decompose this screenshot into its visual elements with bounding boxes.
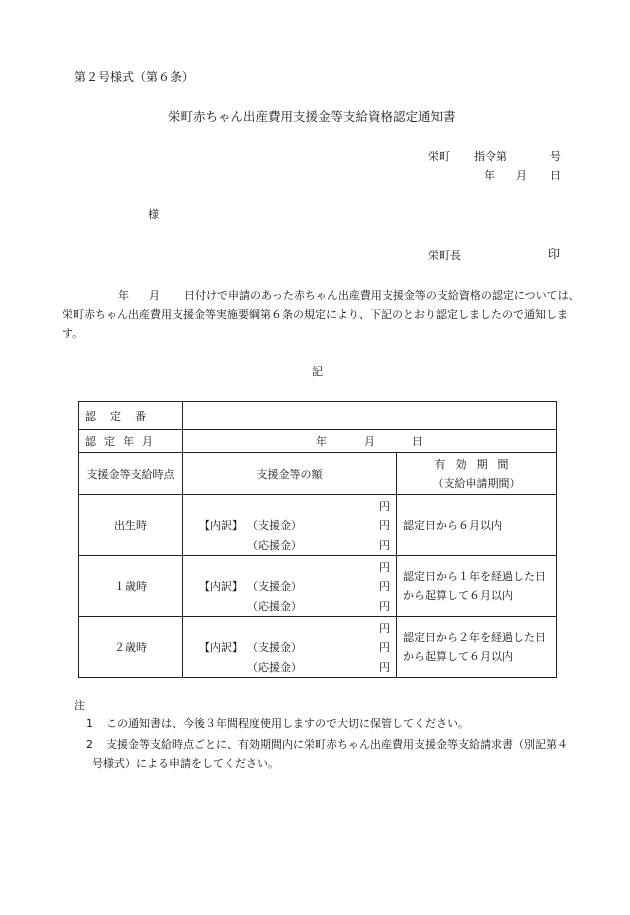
ki-heading: 記 bbox=[312, 365, 323, 378]
note-2-number: 2 bbox=[86, 738, 93, 751]
col-header-validity: 有効期間 （支給申請期間） bbox=[397, 453, 557, 495]
issue-date-month: 月 bbox=[516, 169, 527, 182]
number-suffix: 号 bbox=[550, 150, 561, 163]
issue-date-day: 日 bbox=[550, 169, 561, 182]
row-amount: 円 【内訳】 （支援金） 円 （応援金） 円 bbox=[183, 556, 397, 617]
table-row bbox=[79, 556, 557, 617]
note-1-number: 1 bbox=[86, 717, 93, 730]
row-validity: 認定日から６月以内 bbox=[397, 495, 557, 556]
cert-date-value: 年 月 日 bbox=[183, 430, 557, 453]
form-label: 第２号様式（第６条） bbox=[74, 70, 195, 84]
document-title: 栄町赤ちゃん出産費用支援金等支給資格認定通知書 bbox=[168, 109, 456, 124]
row-timing: ２歳時 bbox=[79, 617, 183, 678]
body-date-month: 月 bbox=[149, 289, 160, 302]
body-line-1: 日付けで申請のあった赤ちゃん出産費用支援金等の支給資格の認定については、 bbox=[184, 289, 580, 302]
note-2-text-line-2: 号様式）による申請をしてください。 bbox=[92, 757, 279, 770]
body-line-3: す。 bbox=[62, 327, 84, 340]
note-2-text-line-1: 支援金等支給時点ごとに、有効期間内に栄町赤ちゃん出産費用支援金等支給請求書（別記第４ bbox=[106, 738, 568, 751]
cert-number-value bbox=[183, 402, 557, 430]
notes-heading: 注 bbox=[74, 699, 85, 712]
certification-table bbox=[78, 401, 557, 678]
cert-number-label: 認定番 bbox=[79, 402, 183, 430]
row-amount: 円 【内訳】 （支援金） 円 （応援金） 円 bbox=[183, 495, 397, 556]
row-timing: １歳時 bbox=[79, 556, 183, 617]
col-header-timing: 支援金等支給時点 bbox=[79, 453, 183, 495]
row-amount: 円 【内訳】 （支援金） 円 （応援金） 円 bbox=[183, 617, 397, 678]
issue-date-year: 年 bbox=[484, 169, 495, 182]
col-header-amount: 支援金等の額 bbox=[183, 453, 397, 495]
row-timing: 出生時 bbox=[79, 495, 183, 556]
seal-mark: 印 bbox=[548, 247, 561, 261]
body-line-2: 栄町赤ちゃん出産費用支援金等実施要綱第６条の規定により、下記のとおり認定しましたので通知しま bbox=[62, 308, 568, 321]
mayor-label: 栄町長 bbox=[428, 249, 461, 262]
number-label: 指令第 bbox=[474, 150, 507, 163]
recipient-suffix: 様 bbox=[148, 208, 159, 221]
issuer-prefix: 栄町 bbox=[428, 150, 450, 163]
body-date-year: 年 bbox=[118, 289, 129, 302]
note-1-text: この通知書は、今後３年間程度使用しますので大切に保管してください。 bbox=[106, 717, 469, 730]
table-row bbox=[79, 495, 557, 556]
table-row bbox=[79, 617, 557, 678]
row-validity: 認定日から２年を経過した日 から起算して６月以内 bbox=[397, 617, 557, 678]
row-validity: 認定日から１年を経過した日 から起算して６月以内 bbox=[397, 556, 557, 617]
cert-date-label: 認定年月 bbox=[79, 430, 183, 453]
